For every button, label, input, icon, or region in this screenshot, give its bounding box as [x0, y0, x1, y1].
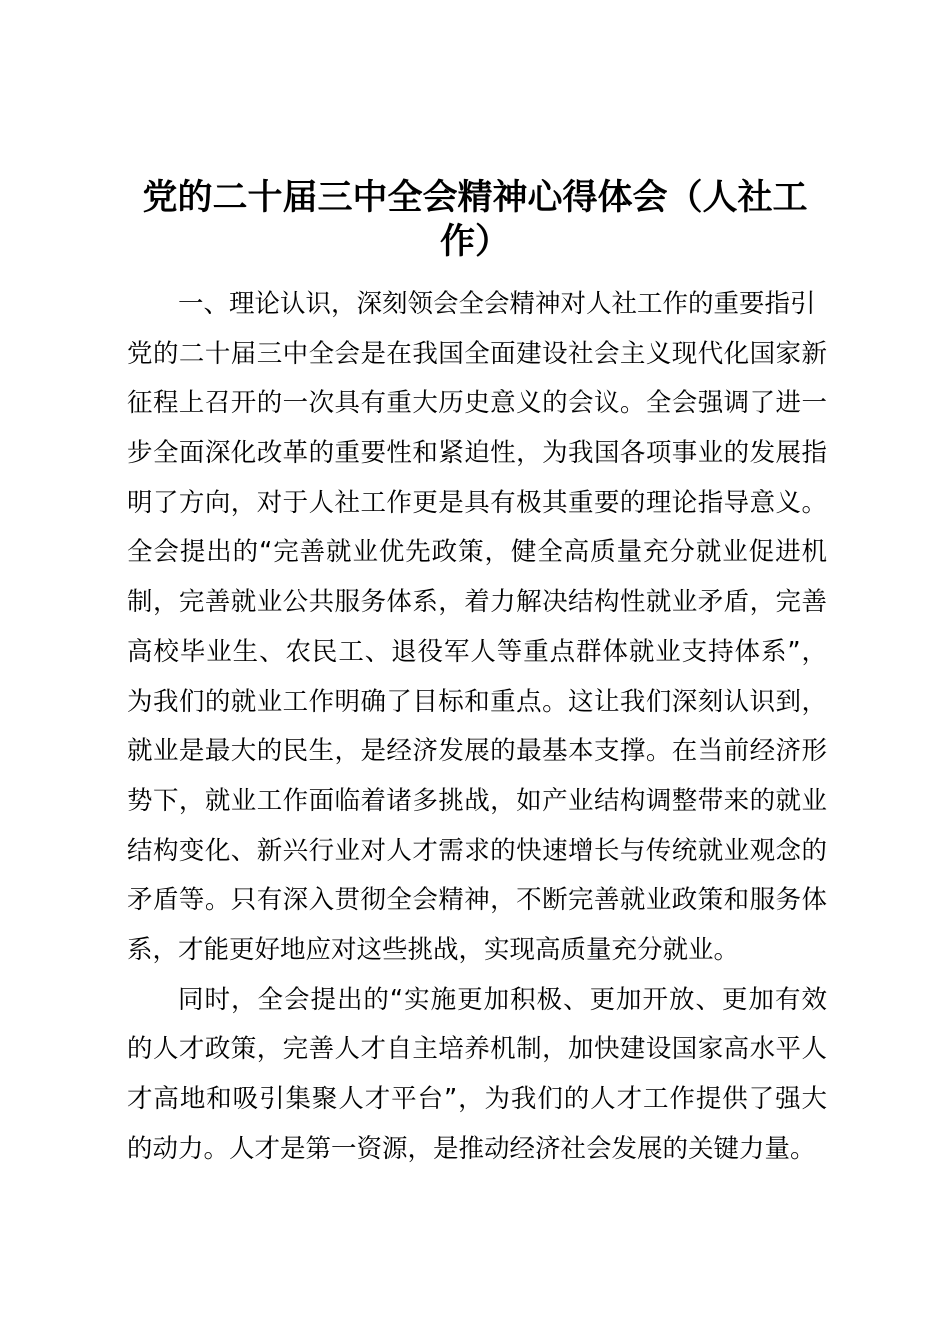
paragraph-line: 的人才政策，完善人才自主培养机制，加快建设国家高水平人 [127, 1034, 827, 1065]
paragraph-1 [127, 330, 827, 976]
document-body [127, 280, 827, 1174]
paragraph-line: 同时，全会提出的“实施更加积极、更加开放、更加有效 [178, 984, 827, 1015]
paragraph-2 [127, 976, 827, 1175]
title-line-1: 党的二十届三中全会精神心得体会（人社工 [142, 178, 808, 218]
paragraph-line: 结构变化、新兴行业对人才需求的快速增长与传统就业观念的 [127, 835, 827, 866]
paragraph-line: 才高地和吸引集聚人才平台”，为我们的人才工作提供了强大 [127, 1084, 827, 1114]
paragraph-line: 为我们的就业工作明确了目标和重点。这让我们深刻认识到， [127, 686, 827, 717]
paragraph-line: 步全面深化改革的重要性和紧迫性，为我国各项事业的发展指 [127, 438, 827, 469]
section-heading: 一、理论认识，深刻领会全会精神对人社工作的重要指引 [178, 289, 816, 319]
paragraph-line: 矛盾等。只有深入贯彻全会精神，不断完善就业政策和服务体 [127, 885, 827, 916]
paragraph-line: 高校毕业生、农民工、退役军人等重点群体就业支持体系”， [127, 636, 827, 667]
paragraph-line: 势下，就业工作面临着诸多挑战，如产业结构调整带来的就业 [127, 785, 827, 816]
document-title [110, 176, 840, 264]
paragraph-line: 明了方向，对于人社工作更是具有极其重要的理论指导意义。 [127, 487, 827, 518]
title-line-2: 作） [439, 222, 510, 262]
paragraph-line: 征程上召开的一次具有重大历史意义的会议。全会强调了进一 [127, 388, 827, 419]
paragraph-line: 制，完善就业公共服务体系，着力解决结构性就业矛盾，完善 [127, 587, 827, 618]
paragraph-line: 的动力。人才是第一资源，是推动经济社会发展的关键力量。 [127, 1133, 816, 1164]
paragraph-line: 系，才能更好地应对这些挑战，实现高质量充分就业。 [127, 934, 740, 965]
paragraph-line: 全会提出的“完善就业优先政策，健全高质量充分就业促进机 [127, 537, 827, 568]
paragraph-line: 就业是最大的民生，是经济发展的最基本支撑。在当前经济形 [127, 736, 827, 767]
paragraph-line: 党的二十届三中全会是在我国全面建设社会主义现代化国家新 [127, 338, 827, 369]
